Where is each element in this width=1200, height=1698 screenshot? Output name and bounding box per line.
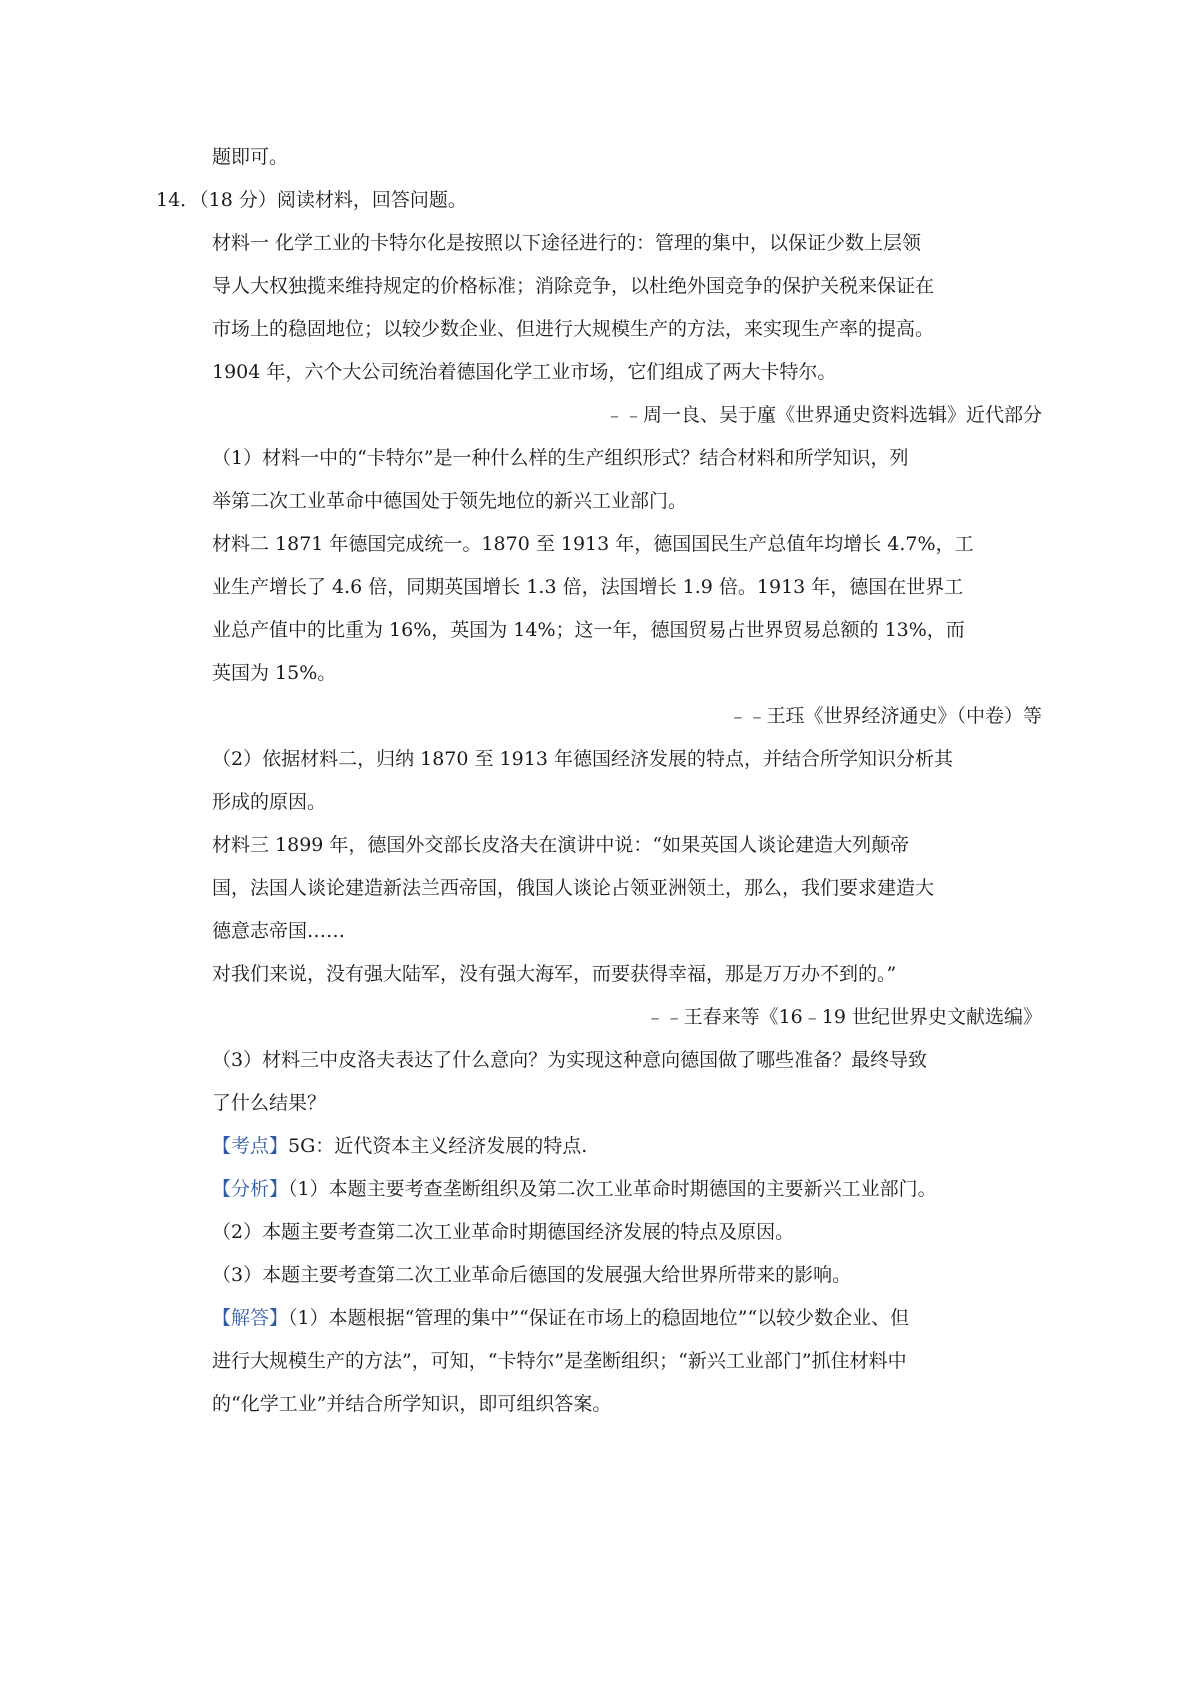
material-1-line: 市场上的稳固地位；以较少数企业、但进行大规模生产的方法，来实现生产率的提高。 (212, 318, 935, 340)
material-2-line: 材料二 1871 年德国完成统一。1870 至 1913 年，德国国民生产总值年均增长 4.7%，工 (212, 533, 974, 555)
material-1-line: 1904 年，六个大公司统治着德国化学工业市场，它们组成了两大卡特尔。 (212, 361, 837, 383)
kaodian-line (212, 1133, 1042, 1159)
question-2-line: （2）依据材料二，归纳 1870 至 1913 年德国经济发展的特点，并结合所学知识分析其 (212, 748, 953, 770)
material-1-line: 材料一 化学工业的卡特尔化是按照以下途径进行的：管理的集中，以保证少数上层领 (212, 232, 922, 254)
material-2-source: ﹣﹣王珏《世界经济通史》（中卷）等 (728, 705, 1042, 727)
material-1-source: ﹣﹣周一良、吴于廑《世界通史资料选辑》近代部分 (604, 404, 1042, 426)
jieda-line (212, 1305, 1042, 1331)
question-1-line: 举第二次工业革命中德国处于领先地位的新兴工业部门。 (212, 490, 688, 512)
material-1-line: 导人大权独揽来维持规定的价格标准；消除竞争，以杜绝外国竞争的保护关税来保证在 (212, 275, 935, 297)
question-3-line: 了什么结果？ (212, 1092, 327, 1114)
fenxi-tag: 【分析】 (212, 1178, 289, 1200)
question-3-line: （3）材料三中皮洛夫表达了什么意向？为实现这种意向德国做了哪些准备？最终导致 (212, 1049, 928, 1071)
material-3-line: 材料三 1899 年，德国外交部长皮洛夫在演讲中说：“如果英国人谈论建造大列颠帝 (212, 834, 910, 856)
material-3-line: 对我们来说，没有强大陆军，没有强大海军，而要获得幸福，那是万万办不到的。” (212, 963, 897, 985)
fenxi-text: （1）本题主要考查垄断组织及第二次工业革命时期德国的主要新兴工业部门。 (288, 1178, 937, 1200)
material-2-line: 业生产增长了 4.6 倍，同期英国增长 1.3 倍，法国增长 1.9 倍。1913 年，德国在世界工 (212, 576, 964, 598)
jieda-tag: 【解答】 (212, 1307, 289, 1329)
question-2-line: 形成的原因。 (212, 791, 327, 813)
material-3-source: ﹣﹣王春来等《16﹣19 世纪世界史文献选编》 (645, 1006, 1042, 1028)
question-header: 14．（18 分）阅读材料，回答问题。 (156, 189, 467, 211)
analysis-line: （2）本题主要考查第二次工业革命时期德国经济发展的特点及原因。 (212, 1221, 795, 1243)
material-3-line: 德意志帝国…… (212, 920, 346, 942)
material-2-line: 英国为 15%。 (212, 662, 337, 684)
jieda-text: （1）本题根据“管理的集中”“保证在市场上的稳固地位”“以较少数企业、但 (288, 1307, 910, 1329)
kaodian-text: 5G：近代资本主义经济发展的特点. (288, 1135, 588, 1157)
answer-line: 进行大规模生产的方法”，可知，“卡特尔”是垄断组织；“新兴工业部门”抓住材料中 (212, 1350, 907, 1372)
text-line: 题即可。 (212, 146, 289, 168)
analysis-line: （3）本题主要考查第二次工业革命后德国的发展强大给世界所带来的影响。 (212, 1264, 852, 1286)
fenxi-line (212, 1176, 1042, 1202)
material-3-line: 国，法国人谈论建造新法兰西帝国，俄国人谈论占领亚洲领土，那么，我们要求建造大 (212, 877, 935, 899)
material-2-line: 业总产值中的比重为 16%，英国为 14%；这一年，德国贸易占世界贸易总额的 13%，而 (212, 619, 965, 641)
answer-line: 的“化学工业”并结合所学知识，即可组织答案。 (212, 1393, 612, 1415)
question-1-line: （1）材料一中的“卡特尔”是一种什么样的生产组织形式？结合材料和所学知识，列 (212, 447, 909, 469)
kaodian-tag: 【考点】 (212, 1135, 289, 1157)
